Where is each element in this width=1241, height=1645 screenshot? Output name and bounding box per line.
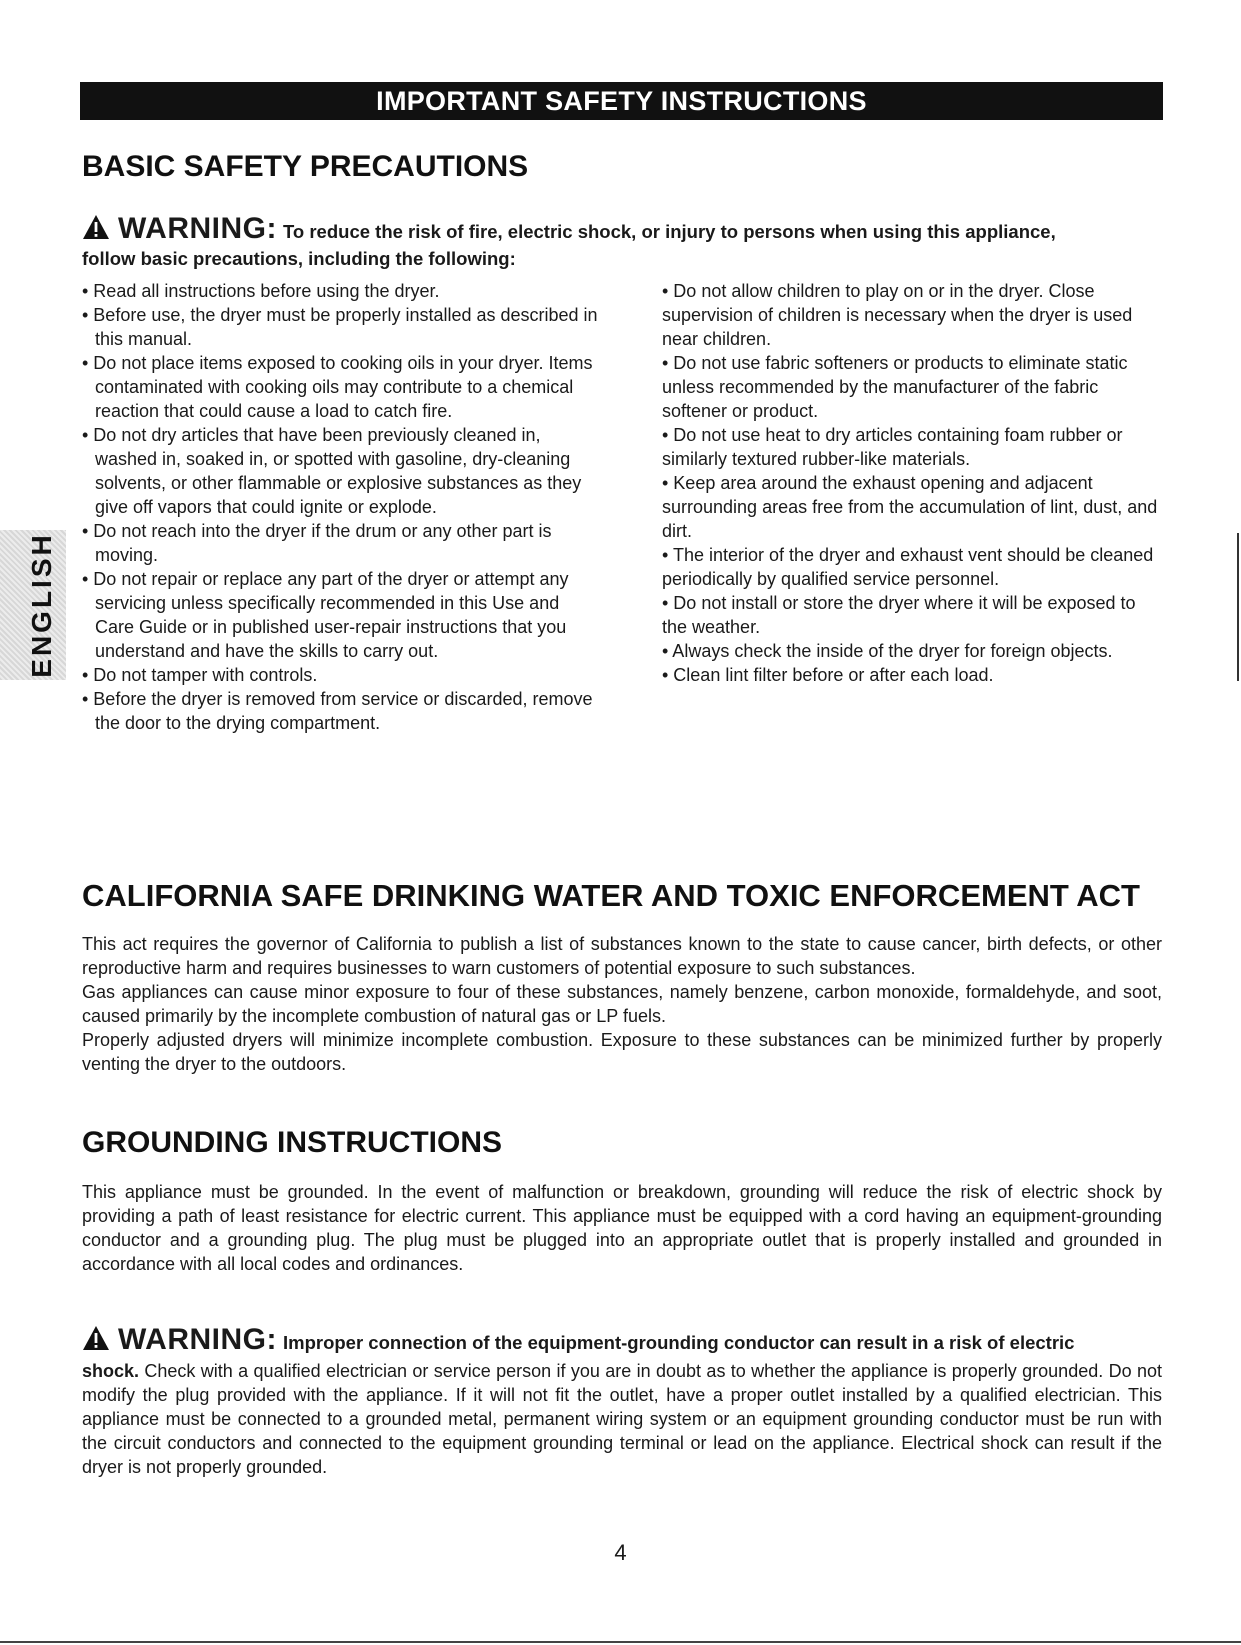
list-item: • Before the dryer is removed from service or discarded, remove the door to the drying compartment. — [82, 689, 593, 733]
margin-rule — [1237, 533, 1239, 681]
list-item: • Do not use fabric softeners or products to eliminate static unless recommended by the manufacturer of the fabric softener or product. — [662, 353, 1128, 421]
warning-text-line1: To reduce the risk of fire, electric shock, or injury to persons when using this appliance, — [282, 221, 1056, 242]
paragraph: This act requires the governor of California to publish a list of substances known to the state to cause cancer, birth defects, or other reproductive harm and requires businesses to warn customers of potential exposure to such substances. — [82, 934, 1162, 978]
list-item: • Do not allow children to play on or in the dryer. Close supervision of children is necessary when the dryer is used near children. — [662, 281, 1133, 349]
paragraph: Gas appliances can cause minor exposure to four of these substances, namely benzene, carbon monoxide, formaldehyde, and soot, caused primarily by the incomplete combustion of natural gas or LP fuels. — [82, 982, 1162, 1026]
warning-body — [82, 1359, 1162, 1479]
banner-title: IMPORTANT SAFETY INSTRUCTIONS — [80, 82, 1163, 120]
list-item: • The interior of the dryer and exhaust vent should be cleaned periodically by qualified service personnel. — [662, 545, 1154, 589]
list-item: • Do not use heat to dry articles containing foam rubber or similarly textured rubber-like materials. — [662, 425, 1123, 469]
warning-text-line1: Improper connection of the equipment-grounding conductor can result in a risk of electric — [282, 1332, 1075, 1353]
california-heading: CALIFORNIA SAFE DRINKING WATER AND TOXIC ENFORCEMENT ACT — [82, 878, 1140, 913]
list-item: • Do not place items exposed to cooking oils in your dryer. Items contaminated with cooking oils may contribute to a chemical reaction that could cause a load to catch fire. — [82, 353, 593, 421]
list-item: • Read all instructions before using the dryer. — [82, 281, 440, 301]
warning-bold-start: shock. — [82, 1361, 140, 1381]
list-item: • Clean lint filter before or after each load. — [662, 665, 994, 685]
bottom-rule — [0, 1641, 1241, 1643]
warning-text-line2: follow basic precautions, including the following: — [82, 248, 516, 269]
california-text — [82, 932, 1162, 1076]
page-number: 4 — [614, 1540, 627, 1565]
list-item: • Do not dry articles that have been previously cleaned in, washed in, soaked in, or spotted with gasoline, dry-cleaning solvents, or other flammable or explosive substances as they give off vapors that could ignite or explode. — [82, 425, 582, 517]
list-item: • Do not repair or replace any part of the dryer or attempt any servicing unless specifically recommended in this Use and Care Guide or in published user-repair instructions that you understand and have the skills to carry out. — [82, 569, 569, 661]
warning-triangle-icon — [82, 1325, 110, 1351]
list-item: • Do not tamper with controls. — [82, 665, 318, 685]
warning-label: WARNING: — [118, 212, 277, 245]
warning-label: WARNING: — [118, 1323, 277, 1356]
basic-warning — [82, 212, 1162, 272]
warning-body-text: Check with a qualified electrician or service person if you are in doubt as to whether the appliance is properly grounded. Do not modify the plug provided with the appliance. If it will not fit the outlet, have a proper outlet installed by a qualified electrician. This appliance must be connected to a grounded metal, permanent wiring system or an equipment grounding conductor must be run with the circuit conductors and connected to the equipment grounding terminal or lead on the appliance. Electrical shock can result if the dryer is not properly grounded. — [82, 1361, 1162, 1477]
list-item: • Keep area around the exhaust opening and adjacent surrounding areas free from the accumulation of lint, dust, and dirt. — [662, 473, 1158, 541]
grounding-warning — [82, 1323, 1162, 1479]
precautions-right-column — [662, 279, 1162, 687]
basic-safety-heading: BASIC SAFETY PRECAUTIONS — [82, 150, 529, 183]
list-item: • Do not install or store the dryer where it will be exposed to the weather. — [662, 593, 1136, 637]
paragraph: Properly adjusted dryers will minimize incomplete combustion. Exposure to these substances can be minimized further by properly venting the dryer to the outdoors. — [82, 1030, 1162, 1074]
warning-triangle-icon — [82, 214, 110, 240]
list-item: • Before use, the dryer must be properly installed as described in this manual. — [82, 305, 598, 349]
grounding-heading: GROUNDING INSTRUCTIONS — [82, 1126, 502, 1159]
list-item: • Do not reach into the dryer if the drum or any other part is moving. — [82, 521, 552, 565]
list-item: • Always check the inside of the dryer for foreign objects. — [662, 641, 1113, 661]
grounding-paragraph: This appliance must be grounded. In the event of malfunction or breakdown, grounding will reduce the risk of electric shock by providing a path of least resistance for electric current. This appliance must be equipped with a cord having an equipment-grounding conductor and a grounding plug. The plug must be plugged into an appropriate outlet that is properly installed and grounded in accordance with all local codes and ordinances. — [82, 1182, 1162, 1274]
language-tab-label: ENGLISH — [26, 532, 57, 678]
precautions-left-column — [82, 279, 602, 735]
